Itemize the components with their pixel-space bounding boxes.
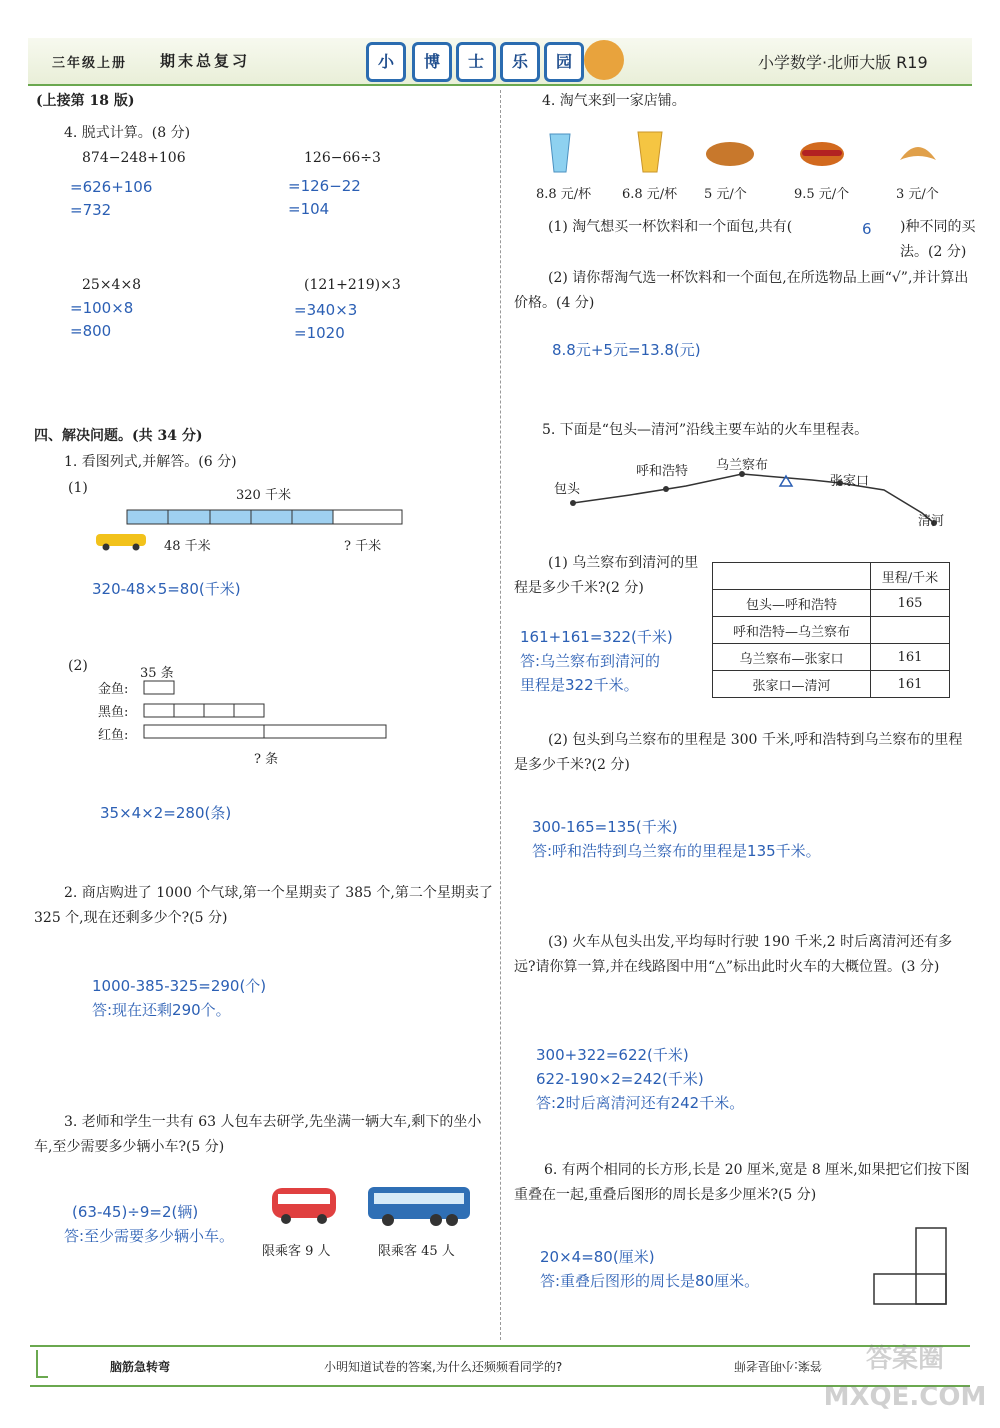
continued-note: (上接第 18 版) xyxy=(36,93,135,109)
column-divider xyxy=(500,90,501,1340)
calc-expr: 126−66÷3 xyxy=(304,150,381,166)
subject-label: 小学数学·北师大版 R19 xyxy=(758,53,928,72)
hotdog-icon xyxy=(800,142,844,166)
segment-diagram-2 xyxy=(140,678,400,748)
station: 包头 xyxy=(554,482,581,497)
calc-expr: (121+219)×3 xyxy=(304,277,401,293)
q5-3-answer: 300+322=622(千米) xyxy=(536,1046,689,1064)
juice-blue-icon xyxy=(550,134,570,172)
section-label: 期末总复习 xyxy=(160,52,251,70)
station: 乌兰察布 xyxy=(716,458,769,473)
watermark-logo: 答案圈 MXQE.COM xyxy=(823,1344,987,1412)
grade-label: 三年级上册 xyxy=(52,56,128,71)
p3-text: 3. 老师和学生一共有 63 人包车去研学,先坐满一辆大车,剩下的坐小车,至少需要多少辆小车?(5 分) xyxy=(34,1114,482,1155)
small-bus-label: 限乘客 9 人 xyxy=(262,1244,331,1259)
price: 5 元/个 xyxy=(704,187,747,202)
q4-1-answer: 6 xyxy=(862,220,872,238)
q5-3-answer: 答:2时后离清河还有242千米。 xyxy=(536,1094,745,1112)
calc-step: =626+106 xyxy=(70,178,153,196)
shop-items xyxy=(540,124,960,184)
p1a-part: 48 千米 xyxy=(164,539,211,554)
q4-title: 4. 脱式计算。(8 分) xyxy=(64,125,191,141)
table-cell: 呼和浩特—乌兰察布 xyxy=(713,617,871,644)
calc-step: =340×3 xyxy=(294,301,358,319)
footer-question: 小明知道试卷的答案,为什么还频频看同学的? xyxy=(324,1360,563,1374)
table-cell: 161 xyxy=(871,671,950,698)
q5-2-text: (2) 包头到乌兰察布的里程是 300 千米,呼和浩特到乌兰察布的里程是多少千米?(2 分) xyxy=(514,732,963,773)
q6-answer: 20×4=80(厘米) xyxy=(540,1248,655,1266)
r-q4-title: 4. 淘气来到一家店铺。 xyxy=(542,93,686,109)
q5-1-answer: 161+161=322(千米) xyxy=(520,628,673,646)
p3-answer: (63-45)÷9=2(辆) xyxy=(72,1203,199,1221)
station: 呼和浩特 xyxy=(636,464,689,479)
q4-1-text-a: (1) 淘气想买一杯饮料和一个面包,共有( xyxy=(548,219,793,235)
table-cell: 161 xyxy=(871,644,950,671)
station: 张家口 xyxy=(830,474,870,489)
table-cell: 乌兰察布—张家口 xyxy=(713,644,871,671)
station: 清河 xyxy=(918,514,945,529)
calc-step: =100×8 xyxy=(70,299,134,317)
price: 6.8 元/杯 xyxy=(622,187,678,202)
price: 3 元/个 xyxy=(896,187,939,202)
calc-step: =800 xyxy=(70,322,112,340)
table-cell: 165 xyxy=(871,590,950,617)
p1b-label: (2) xyxy=(68,658,88,674)
calc-step: =126−22 xyxy=(288,177,361,195)
calc-step: =732 xyxy=(70,201,112,219)
q6-answer: 答:重叠后图形的周长是80厘米。 xyxy=(540,1272,760,1290)
footer-title: 脑筋急转弯 xyxy=(110,1360,171,1374)
croissant-icon xyxy=(900,147,936,160)
p1b-row: 金鱼: xyxy=(98,682,129,697)
calc-expr: 25×4×8 xyxy=(82,277,142,293)
q4-2-answer: 8.8元+5元=13.8(元) xyxy=(552,341,701,359)
table-cell: 包头—呼和浩特 xyxy=(713,590,871,617)
p1b-row: 黑鱼: xyxy=(98,705,129,720)
price: 9.5 元/个 xyxy=(794,187,850,202)
p1a-unknown: ? 千米 xyxy=(344,539,382,554)
table-cell: 张家口—清河 xyxy=(713,671,871,698)
p1a-total: 320 千米 xyxy=(236,488,291,503)
calc-step: =104 xyxy=(288,200,330,218)
p3-answer: 答:至少需要多少辆小车。 xyxy=(64,1227,235,1245)
q5-1-answer: 答:乌兰察布到清河的 xyxy=(520,652,661,670)
badge-3: 士 xyxy=(456,42,496,82)
big-bus-label: 限乘客 45 人 xyxy=(378,1244,455,1259)
q5-3-text: (3) 火车从包头出发,平均每时行驶 190 千米,2 时后离清河还有多远?请你算一算,并在线路图中用“△”标出此时火车的大概位置。(3 分) xyxy=(514,934,953,975)
q6-text: 6. 有两个相同的长方形,长是 20 厘米,宽是 8 厘米,如果把它们按下图重叠在一起,重叠后图形的周长是多少厘米?(5 分) xyxy=(514,1162,970,1203)
p1a-answer: 320-48×5=80(千米) xyxy=(92,580,241,598)
p1b-answer: 35×4×2=280(条) xyxy=(100,804,232,822)
p1a-label: (1) xyxy=(68,480,88,496)
small-bus-icon xyxy=(268,1186,340,1226)
calc-expr: 874−248+106 xyxy=(82,150,186,166)
mascot-icon xyxy=(584,40,624,80)
p1-title: 1. 看图列式,并解答。(6 分) xyxy=(64,454,237,470)
p2-text: 2. 商店购进了 1000 个气球,第一个星期卖了 385 个,第二个星期卖了 325 个,现在还剩多少个?(5 分) xyxy=(34,885,493,926)
p1b-count: 35 条 xyxy=(140,666,174,681)
juice-yellow-icon xyxy=(638,132,662,172)
q5-title: 5. 下面是“包头—清河”沿线主要车站的火车里程表。 xyxy=(542,422,869,438)
p1b-row: 红鱼: xyxy=(98,728,129,743)
p2-answer: 1000-385-325=290(个) xyxy=(92,977,267,995)
q5-2-answer: 300-165=135(千米) xyxy=(532,818,678,836)
q5-1-text: (1) 乌兰察布到清河的里程是多少千米?(2 分) xyxy=(514,555,699,596)
q4-2-text: (2) 请你帮淘气选一杯饮料和一个面包,在所选物品上画“√”,并计算出价格。(4 分) xyxy=(514,270,969,311)
q5-1-answer: 里程是322千米。 xyxy=(520,676,639,694)
badge-5: 园 xyxy=(544,42,584,82)
table-cell xyxy=(871,617,950,644)
section4-title: 四、解决问题。(共 34 分) xyxy=(34,428,203,444)
q4-1-text-b: )种不同的买法。(2 分) xyxy=(900,219,976,260)
overlap-rectangles xyxy=(870,1226,954,1308)
calc-step: =1020 xyxy=(294,324,345,342)
bread-icon xyxy=(706,142,754,166)
q5-3-answer: 622-190×2=242(千米) xyxy=(536,1070,704,1088)
q5-2-answer: 答:呼和浩特到乌兰察布的里程是135千米。 xyxy=(532,842,821,860)
big-bus-icon xyxy=(366,1184,474,1228)
badge-4: 乐 xyxy=(500,42,540,82)
footer-bracket xyxy=(36,1350,48,1378)
p2-answer: 答:现在还剩290个。 xyxy=(92,1001,231,1019)
p1b-unknown: ? 条 xyxy=(254,752,279,767)
badge-1: 小 xyxy=(366,42,406,82)
mileage-table xyxy=(712,562,950,698)
badge-2: 博 xyxy=(412,42,452,82)
footer-answer: 答案:小明是老师 xyxy=(734,1359,823,1373)
price: 8.8 元/杯 xyxy=(536,187,592,202)
table-header: 里程/千米 xyxy=(871,563,950,590)
